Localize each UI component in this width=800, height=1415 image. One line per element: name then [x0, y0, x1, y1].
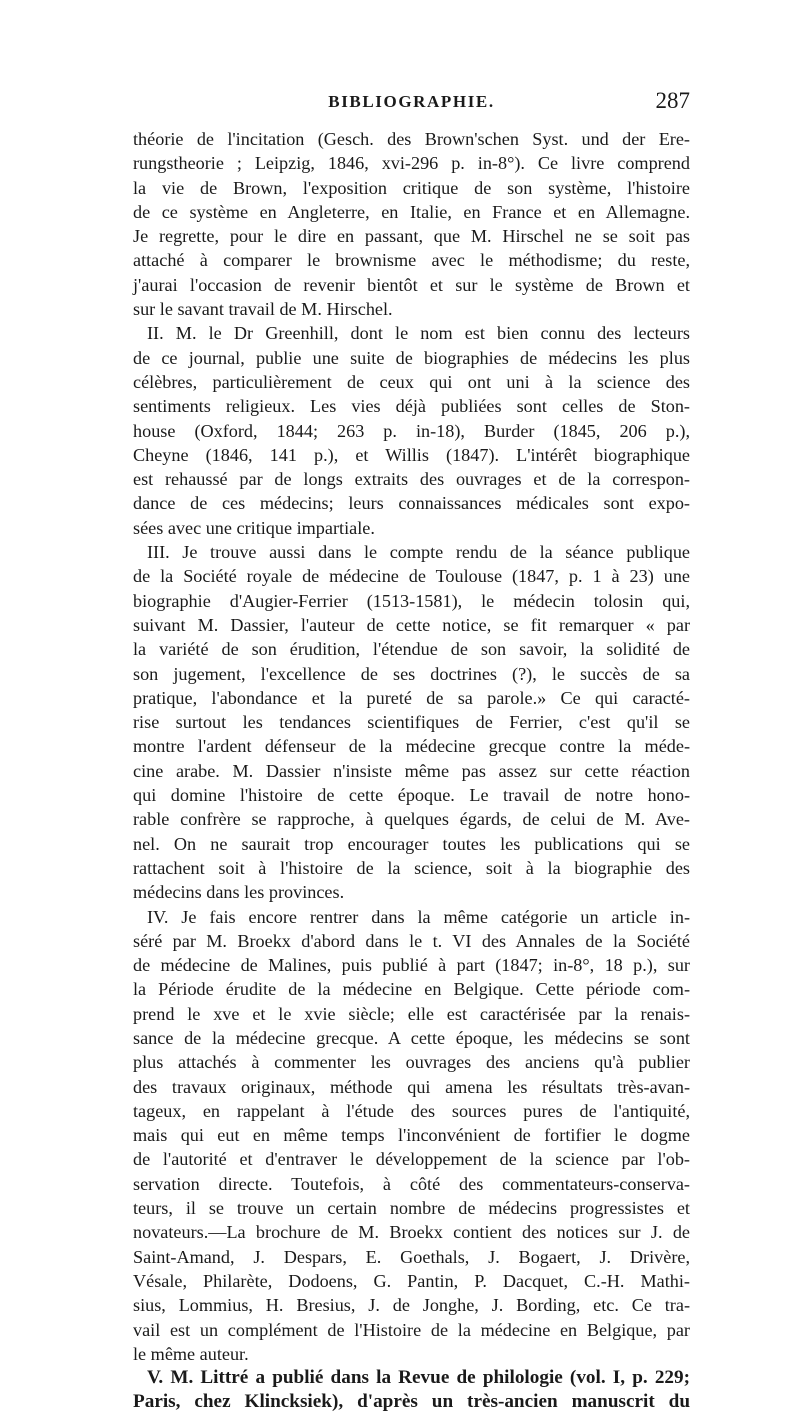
text-line: la Période érudite de la médecine en Belgique. Cette période com- — [133, 979, 690, 1000]
text-line: vail est un complément de l'Histoire de la médecine en Belgique, par — [133, 1319, 690, 1340]
text-line: servation directe. Toutefois, à côté des commentateurs-conserva- — [133, 1173, 690, 1194]
text-line: de la Société royale de médecine de Toulouse (1847, p. 1 à 23) une — [133, 566, 690, 587]
text-line: cine arabe. M. Dassier n'insiste même pas assez sur cette réaction — [133, 760, 690, 781]
text-line: rungstheorie ; Leipzig, 1846, xvi-296 p. in-8°). Ce livre comprend — [133, 153, 690, 174]
text-line: sentiments religieux. Les vies déjà publiées sont celles de Ston- — [133, 396, 690, 417]
text-line: Vésale, Philarète, Dodoens, G. Pantin, P. Dacquet, C.-H. Mathi- — [133, 1270, 690, 1291]
page-header — [133, 88, 690, 122]
text-line: II. M. le Dr Greenhill, dont le nom est bien connu des lecteurs — [147, 323, 690, 344]
text-line: III. Je trouve aussi dans le compte rendu de la séance publique — [147, 542, 690, 563]
text-line: le même auteur. — [133, 1343, 249, 1364]
text-line: Paris, chez Klincksiek), d'après un très-ancien manuscrit du — [133, 1391, 690, 1413]
text-line: sur le savant travail de M. Hirschel. — [133, 299, 393, 320]
text-line: mais qui eut en même temps l'inconvénient de fortifier le dogme — [133, 1125, 690, 1146]
text-line: rable confrère se rapproche, à quelques égards, de celui de M. Ave- — [133, 809, 690, 830]
text-line: montre l'ardent défenseur de la médecine grecque contre la méde- — [133, 736, 690, 757]
text-line: la vie de Brown, l'exposition critique de son système, l'histoire — [133, 177, 690, 198]
text-line: attaché à comparer le brownisme avec le méthodisme; du reste, — [133, 250, 690, 271]
text-line: pratique, l'abondance et la pureté de sa parole.» Ce qui caracté- — [133, 687, 690, 708]
text-line: sées avec une critique impartiale. — [133, 517, 375, 538]
text-line: séré par M. Broekx d'abord dans le t. VI des Annales de la Société — [133, 930, 690, 951]
text-line: Cheyne (1846, 141 p.), et Willis (1847). L'intérêt biographique — [133, 444, 690, 465]
text-line: de médecine de Malines, puis publié à part (1847; in-8°, 18 p.), sur — [133, 955, 690, 976]
text-line: théorie de l'incitation (Gesch. des Brown'schen Syst. und der Ere- — [133, 129, 690, 149]
text-line: de l'autorité et d'entraver le développement de la science par l'ob- — [133, 1149, 690, 1170]
text-line: prend le xve et le xvie siècle; elle est caractérisée par la renais- — [133, 1003, 690, 1024]
text-line: biographie d'Augier-Ferrier (1513-1581), le médecin tolosin qui, — [133, 590, 690, 611]
text-line: V. M. Littré a publié dans la Revue de philologie (vol. I, p. 229; — [147, 1367, 690, 1389]
text-line: son jugement, l'excellence de ses doctrines (?), le succès de sa — [133, 663, 690, 684]
text-line: célèbres, particulièrement de ceux qui ont uni à la science des — [133, 371, 690, 392]
text-line: teurs, il se trouve un certain nombre de médecins progressistes et — [133, 1198, 690, 1219]
text-line: tageux, en rappelant à l'étude des sources pures de l'antiquité, — [133, 1100, 690, 1121]
text-line: Saint-Amand, J. Despars, E. Goethals, J. Bogaert, J. Drivère, — [133, 1246, 690, 1267]
text-line: des travaux originaux, méthode qui amena les résultats très-avan- — [133, 1076, 690, 1097]
text-line: plus attachés à commenter les ouvrages des anciens qu'à publier — [133, 1052, 690, 1073]
text-line: de ce système en Angleterre, en Italie, en France et en Allemagne. — [133, 201, 690, 222]
text-line: qui domine l'histoire de cette époque. Le travail de notre hono- — [133, 785, 690, 806]
text-line: nel. On ne saurait trop encourager toutes les publications qui se — [133, 833, 690, 854]
text-line: est rehaussé par de longs extraits des ouvrages et de la correspon- — [133, 469, 690, 490]
text-line: sance de la médecine grecque. A cette époque, les médecins se sont — [133, 1027, 690, 1048]
text-line: IV. Je fais encore rentrer dans la même catégorie un article in- — [147, 906, 690, 927]
text-line: rattachent soit à l'histoire de la science, soit à la biographie des — [133, 857, 690, 878]
text-line: la variété de son érudition, l'étendue de son savoir, la solidité de — [133, 639, 690, 660]
text-line: house (Oxford, 1844; 263 p. in-18), Burder (1845, 206 p.), — [133, 420, 690, 441]
body-text — [133, 127, 690, 1415]
text-line: suivant M. Dassier, l'auteur de cette notice, se fit remarquer « par — [133, 614, 690, 635]
running-title: BIBLIOGRAPHIE. — [328, 92, 495, 111]
text-line: sius, Lommius, H. Bresius, J. de Jonghe, J. Bording, etc. Ce tra- — [133, 1295, 690, 1316]
text-line: j'aurai l'occasion de revenir bientôt et sur le système de Brown et — [133, 274, 690, 295]
text-line: de ce journal, publie une suite de biographies de médecins les plus — [133, 347, 690, 368]
text-line: novateurs.—La brochure de M. Broekx contient des notices sur J. de — [133, 1222, 690, 1243]
text-line: Je regrette, pour le dire en passant, que M. Hirschel ne se soit pas — [133, 226, 690, 247]
text-line: médecins dans les provinces. — [133, 882, 345, 903]
page-number: 287 — [655, 88, 690, 113]
text-line: rise surtout les tendances scientifiques de Ferrier, c'est qu'il se — [133, 712, 690, 733]
text-line: dance de ces médecins; leurs connaissances médicales sont expo- — [133, 493, 690, 514]
